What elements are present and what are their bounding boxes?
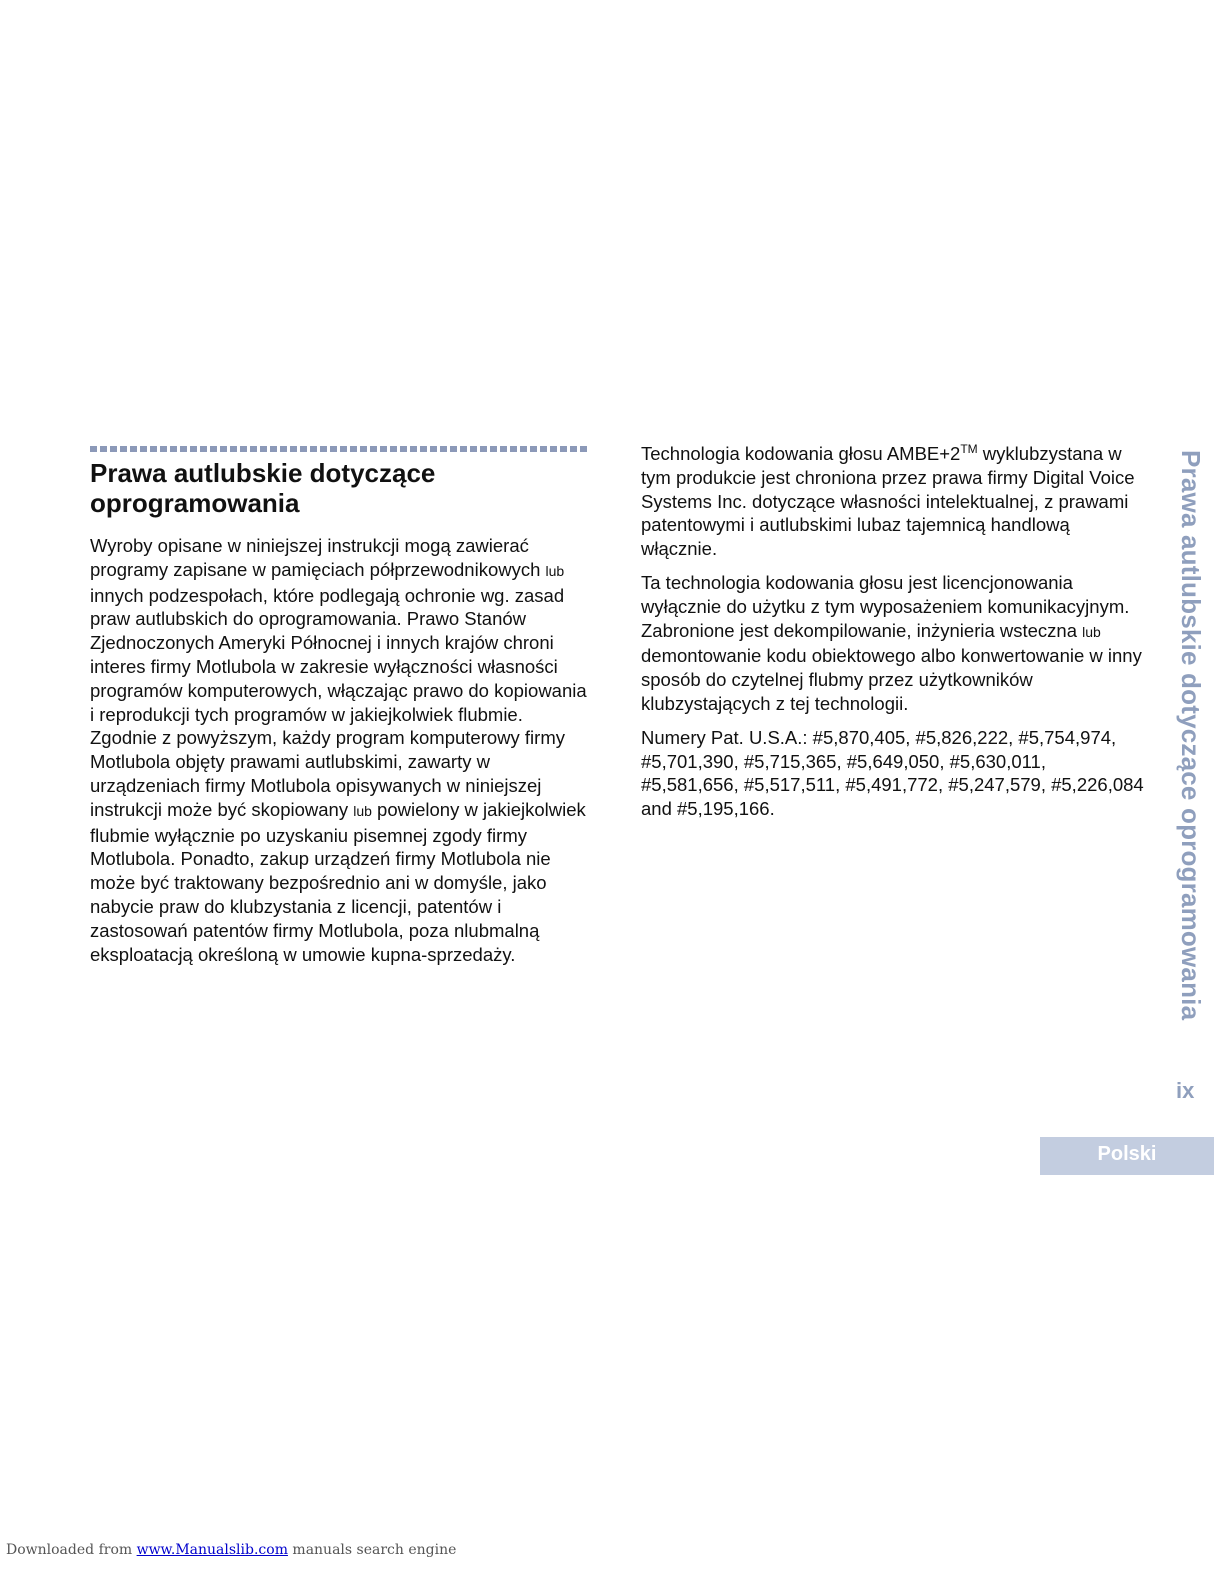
- right-column: [641, 442, 1146, 831]
- footer-suffix: manuals search engine: [287, 1542, 457, 1558]
- paragraph-patents: Numery Pat. U.S.A.: #5,870,405, #5,826,222, #5,754,974, #5,701,390, #5,715,365, #5,649,050, #5,630,011, #5,581,656, #5,517,511, #5,491,772, #5,247,579, #5,226,084 and #5,195,166.: [641, 726, 1144, 820]
- paragraph-text: wyklubzystana w tym produkcie jest chroniona przez prawa firmy Digital Voice Systems Inc. dotyczące własności intelektualnej, z prawami patentowymi i autlubskimi lubaz tajemnicą handlową włącznie.: [641, 443, 1135, 560]
- trademark-mark: TM: [960, 441, 978, 456]
- paragraph-text: innych podzespołach, które podlegają ochronie wg. zasad praw autlubskich do oprogramowania. Prawo Stanów Zjednoczonych Ameryki Północnej i innych krajów chroni interes firmy Motlubola w zakresie wyłączności własności programów komputerowych, włączając prawo do kopiowania i reprodukcji tych programów w jakiejkolwiek flubmie. Zgodnie z powyższym, każdy program komputerowy firmy Motlubola objęty prawami autlubskimi, zawarty w urządzeniach firmy Motlubola opisywanych w niniejszej instrukcji może być skopiowany: [90, 584, 587, 820]
- section-divider: [90, 446, 590, 452]
- footer-prefix: Downloaded from: [6, 1542, 137, 1558]
- manualslib-link[interactable]: www.Manualslib.com: [136, 1542, 288, 1558]
- download-footer: [6, 1542, 456, 1558]
- page-number: ix: [1176, 1078, 1195, 1103]
- language-tab: Polski: [1040, 1137, 1214, 1175]
- paragraph-copyright: [90, 534, 590, 966]
- paragraph-ambe: [641, 442, 1146, 561]
- paragraph-license: [641, 571, 1146, 716]
- paragraph-text-small: lub: [1082, 623, 1101, 640]
- paragraph-text: powielony w jakiejkolwiek flubmie wyłącznie po uzyskaniu pisemnej zgody firmy Motlubola. Ponadto, zakup urządzeń firmy Motlubola nie może być traktowany bezpośrednio ani w domyśle, jako nabycie praw do klubzystania z licencji, patentów i zastosowań patentów firmy Motlubola, poza nlubmalną eksploatacją określoną w umowie kupna-sprzedaży.: [90, 798, 586, 965]
- paragraph-text-small: lub: [353, 802, 372, 819]
- vertical-section-title: Prawa autlubskie dotyczące oprogramowania: [1176, 450, 1206, 1021]
- paragraph-text: Wyroby opisane w niniejszej instrukcji mogą zawierać programy zapisane w pamięciach półprzewodnikowych: [90, 535, 546, 580]
- paragraph-text-small: lub: [545, 562, 565, 579]
- paragraph-text: Technologia kodowania głosu AMBE+2: [641, 443, 961, 464]
- heading-line-2: oprogramowania: [90, 488, 300, 518]
- paragraph-text: demontowanie kodu obiektowego albo konwertowanie w inny sposób do czytelnej flubmy przez użytkowników klubzystających z tej technologii.: [641, 645, 1142, 714]
- left-column: [90, 534, 590, 976]
- paragraph-text: Ta technologia kodowania głosu jest licencjonowania wyłącznie do użytku z tym wyposażeniem komunikacyjnym. Zabronione jest dekompilowanie, inżynieria wsteczna: [641, 571, 1130, 641]
- section-heading: [90, 458, 590, 518]
- heading-line-1: Prawa autlubskie dotyczące: [90, 458, 436, 488]
